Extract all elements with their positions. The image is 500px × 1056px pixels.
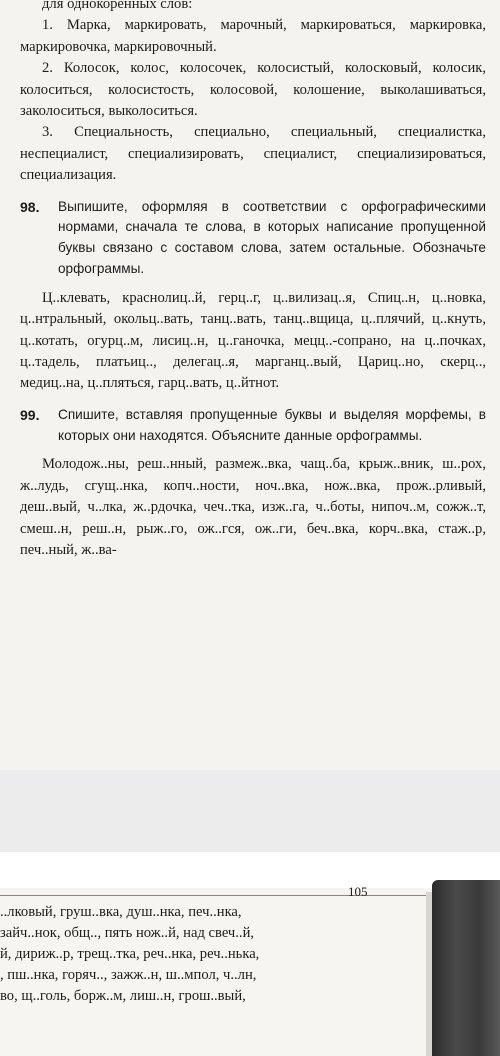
page-text-lines: [0, 902, 428, 1007]
task-98-words: Ц..клевать, краснолиц..й, герц..г, ц..вилизац..я, Спиц..н, ц..новка, ц..нтральный, окольц..вать, танц..вать, танц..вщица, ц..плячий, ц..кнуть, ц..котать, огурц..м, лисиц..н, ц..ганочка, мецц..-сопрано, на ц..почках, ц..тадель, платьиц.., делегац..я, марганц..вый, Цариц..но, скерц.., медиц..на, ц..пляться, гарц..вать, ц..йтнот.: [20, 289, 486, 392]
task-99: [20, 405, 486, 447]
task-instruction: Спишите, вставляя пропущенные буквы и выделяя морфемы, в которых они находятся. Объясните данные орфограммы.: [58, 406, 486, 443]
task-number: 98.: [20, 198, 40, 215]
page-number: 105: [348, 884, 368, 899]
page-separator: [0, 770, 500, 852]
page-text-block: [20, 0, 486, 562]
word-group-2: 2. Колосок, колос, колосочек, колосистый, колосковый, колосик, колоситься, колосистость, колосовой, колошение, выколашиваться, заколоситься, выколоситься.: [20, 60, 486, 120]
text-line: зайч..нок, общ.., пять нож..й, над свеч..й,: [0, 925, 255, 941]
text-line: ..лковый, груш..вка, душ..нка, печ..нка,: [0, 904, 242, 920]
task-instruction: Выпишите, оформляя в соответствии с орфографическими нормами, сначала те слова, в которых написание пропущенной буквы связано с составом слова, затем остальные. Обозначьте орфограммы.: [58, 198, 486, 277]
task-number: 99.: [20, 406, 40, 423]
text-line: во, щ..голь, борж..м, лиш..н, грош..вый,: [0, 988, 246, 1004]
task-99-words: Молодож..ны, реш..нный, размеж..вка, чащ..ба, крыж..вник, ш..рох, ж..лудь, сгущ..нка, копч..ности, ноч..вка, нож..вка, прож..рливый, деш..вый, ч..лка, ж..рдочка, чеч..тка, изж..га, ч..боты, нипоч..м, сожж..т, смеш..н, реш..н, рыж..го, ож..гся, ож..ги, беч..вка, корч..вка, стаж..р, печ..ный, ж..ва-: [20, 456, 486, 559]
section-heading: для однокоренных слов:: [42, 0, 193, 12]
textbook-page-bottom: [0, 852, 500, 1056]
text-line: й, дириж..р, трещ..тка, реч..нка, реч..нька,: [0, 946, 260, 962]
word-group-1: 1. Марка, маркировать, марочный, маркироваться, маркировка, маркировочка, маркировочный.: [20, 17, 486, 55]
task-98: [20, 197, 486, 280]
word-group-3: 3. Специальность, специально, специальный, специалистка, неспециалист, специализировать, специалист, специализироваться, специализация.: [20, 124, 486, 184]
text-line: , пш..нка, горяч.., зажж..н, ш..мпол, ч..лн,: [0, 967, 257, 983]
book-spine-shadow: [432, 880, 500, 1056]
